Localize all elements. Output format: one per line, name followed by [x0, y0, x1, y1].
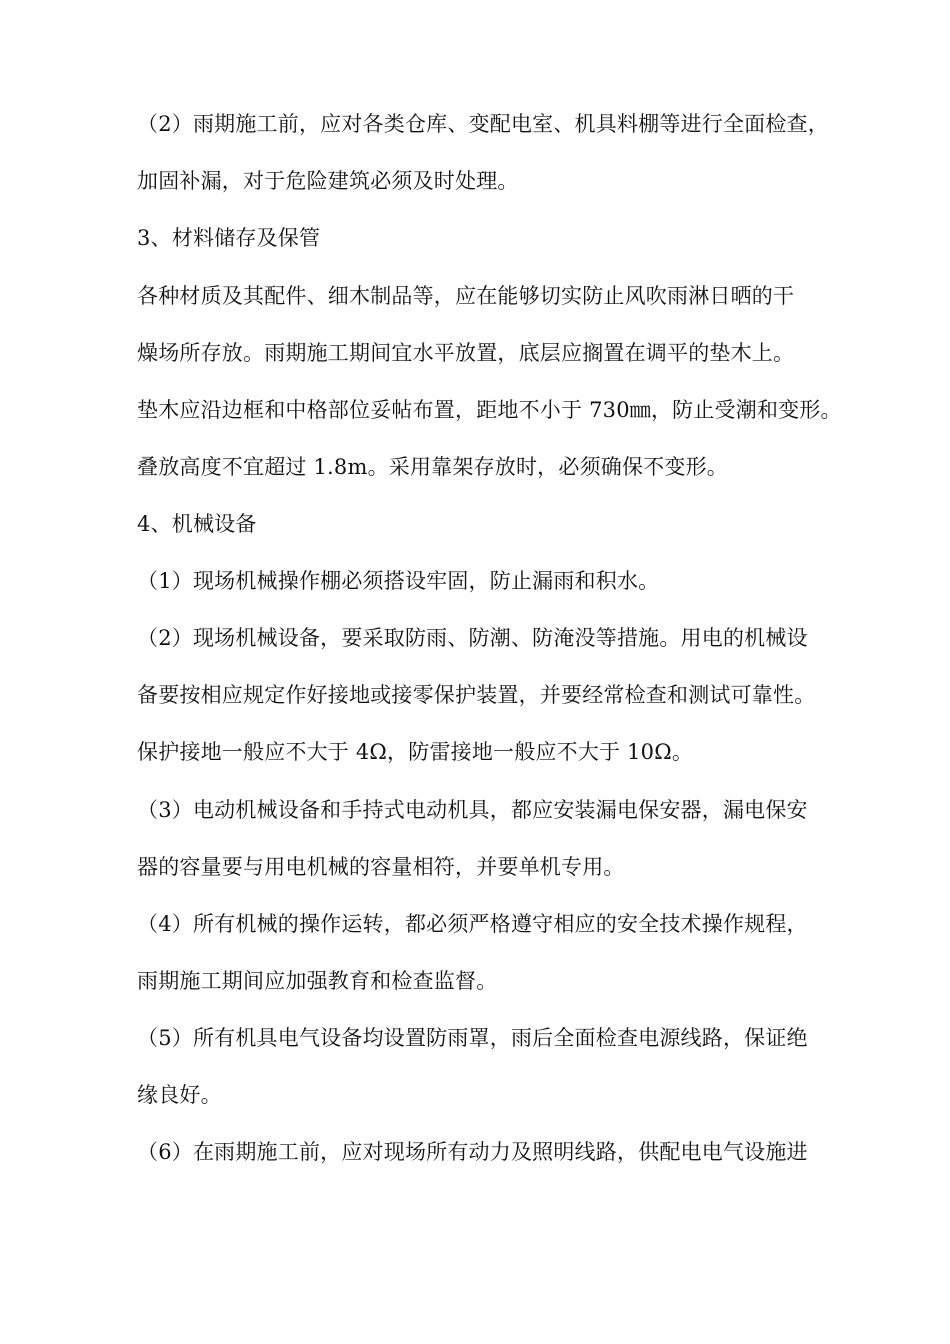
text-line-12: 保护接地一般应不大于 4Ω，防雷接地一般应不大于 10Ω。 [137, 740, 694, 764]
text-line-17: （5）所有机具电气设备均设置防雨罩，雨后全面检查电源线路，保证绝 [137, 1026, 808, 1050]
text-line-18: 缘良好。 [137, 1083, 222, 1107]
text-line-4: 各种材质及其配件、细木制品等，应在能够切实防止风吹雨淋日晒的干 [137, 284, 795, 308]
text-line-2: 加固补漏，对于危险建筑必须及时处理。 [137, 169, 519, 193]
text-line-19: （6）在雨期施工前，应对现场所有动力及照明线路，供配电电气设施进 [137, 1140, 808, 1164]
text-line-11: 备要按相应规定作好接地或接零保护装置，并要经常检查和测试可靠性。 [137, 683, 816, 707]
text-line-10: （2）现场机械设备，要采取防雨、防潮、防淹没等措施。用电的机械设 [137, 626, 808, 650]
section-heading-3: 3、材料储存及保管 [137, 226, 321, 250]
text-line-9: （1）现场机械操作棚必须搭设牢固，防止漏雨和积水。 [137, 569, 660, 593]
text-line-6: 垫木应沿边框和中格部位妥帖布置，距地不小于 730㎜，防止受潮和变形。 [137, 398, 842, 422]
section-heading-4: 4、机械设备 [137, 512, 257, 536]
text-line-16: 雨期施工期间应加强教育和检查监督。 [137, 969, 498, 993]
text-line-15: （4）所有机械的操作运转，都必须严格遵守相应的安全技术操作规程， [137, 912, 808, 936]
text-line-5: 燥场所存放。雨期施工期间宜水平放置，底层应搁置在调平的垫木上。 [137, 341, 795, 365]
text-line-14: 器的容量要与用电机械的容量相符，并要单机专用。 [137, 855, 625, 879]
text-line-13: （3）电动机械设备和手持式电动机具，都应安装漏电保安器，漏电保安 [137, 798, 808, 822]
text-line-7: 叠放高度不宜超过 1.8m。采用靠架存放时，必须确保不变形。 [137, 455, 728, 479]
text-line-1: （2）雨期施工前，应对各类仓库、变配电室、机具料棚等进行全面检查， [137, 112, 829, 136]
